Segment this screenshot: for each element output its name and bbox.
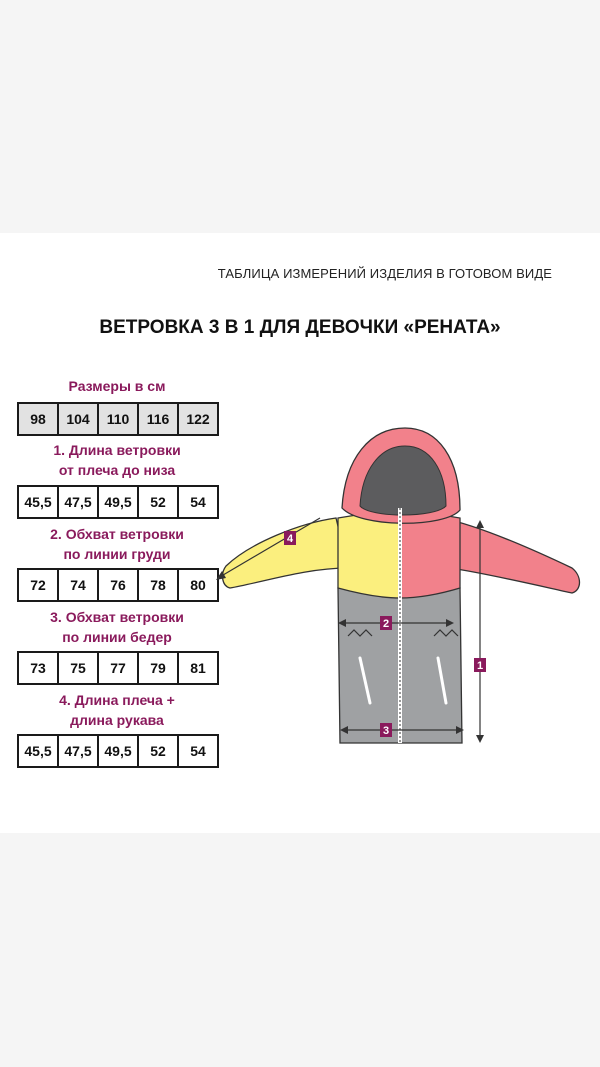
- value-cell: 72: [17, 568, 59, 602]
- right-sleeve: [442, 518, 580, 593]
- measurement-label-line: по линии груди: [63, 546, 171, 562]
- measurement-1-label: [14, 440, 220, 480]
- left-sleeve: [223, 518, 348, 588]
- svg-text:2: 2: [382, 618, 390, 630]
- value-cell: 54: [177, 485, 219, 519]
- measurement-label-line: от плеча до низа: [58, 462, 176, 478]
- value-cell: 47,5: [57, 485, 99, 519]
- jacket-diagram: [210, 418, 600, 737]
- measurement-2-row: [17, 568, 219, 602]
- svg-text:3: 3: [382, 725, 390, 737]
- measurement-card: [0, 233, 600, 833]
- value-cell: 49,5: [97, 734, 139, 768]
- measurement-label-line: 2. Обхват ветровки: [50, 526, 184, 542]
- sizes-label: Размеры в см: [68, 378, 166, 394]
- value-cell: 78: [137, 568, 179, 602]
- size-cell: 104: [57, 402, 99, 436]
- marker-4: [284, 531, 296, 545]
- value-cell: 45,5: [17, 485, 59, 519]
- svg-text:4: 4: [286, 533, 294, 545]
- value-cell: 54: [177, 734, 219, 768]
- measurement-1-row: [17, 485, 219, 519]
- value-cell: 47,5: [57, 734, 99, 768]
- value-cell: 52: [137, 734, 179, 768]
- table-subtitle: ТАБЛИЦА ИЗМЕРЕНИЙ ИЗДЕЛИЯ В ГОТОВОМ ВИДЕ: [217, 266, 552, 281]
- size-cell: 110: [97, 402, 139, 436]
- value-cell: 75: [57, 651, 99, 685]
- value-cell: 52: [137, 485, 179, 519]
- value-cell: 76: [97, 568, 139, 602]
- measurement-2-label: [14, 524, 220, 564]
- marker-2: [380, 616, 392, 630]
- measurement-4-label: [14, 690, 220, 730]
- measurement-4-row: [17, 734, 219, 768]
- value-cell: 77: [97, 651, 139, 685]
- measurement-3-row: [17, 651, 219, 685]
- value-cell: 45,5: [17, 734, 59, 768]
- measurement-label-line: 1. Длина ветровки: [53, 442, 181, 458]
- measurement-label-line: длина рукава: [70, 712, 164, 728]
- value-cell: 49,5: [97, 485, 139, 519]
- size-cell: 116: [137, 402, 179, 436]
- value-cell: 74: [57, 568, 99, 602]
- measurement-label-line: 4. Длина плеча +: [59, 692, 175, 708]
- marker-1: [474, 658, 486, 672]
- measurement-label-line: 3. Обхват ветровки: [50, 609, 184, 625]
- value-cell: 73: [17, 651, 59, 685]
- value-cell: 79: [137, 651, 179, 685]
- sizes-row: [17, 402, 219, 436]
- measurement-3-label: [14, 607, 220, 647]
- size-cell: 122: [177, 402, 219, 436]
- page-title: ВЕТРОВКА 3 В 1 ДЛЯ ДЕВОЧКИ «РЕНАТА»: [99, 317, 501, 338]
- value-cell: 80: [177, 568, 219, 602]
- measurement-label-line: по линии бедер: [62, 629, 172, 645]
- value-cell: 81: [177, 651, 219, 685]
- size-cell: 98: [17, 402, 59, 436]
- marker-3: [380, 723, 392, 737]
- svg-text:1: 1: [476, 660, 484, 672]
